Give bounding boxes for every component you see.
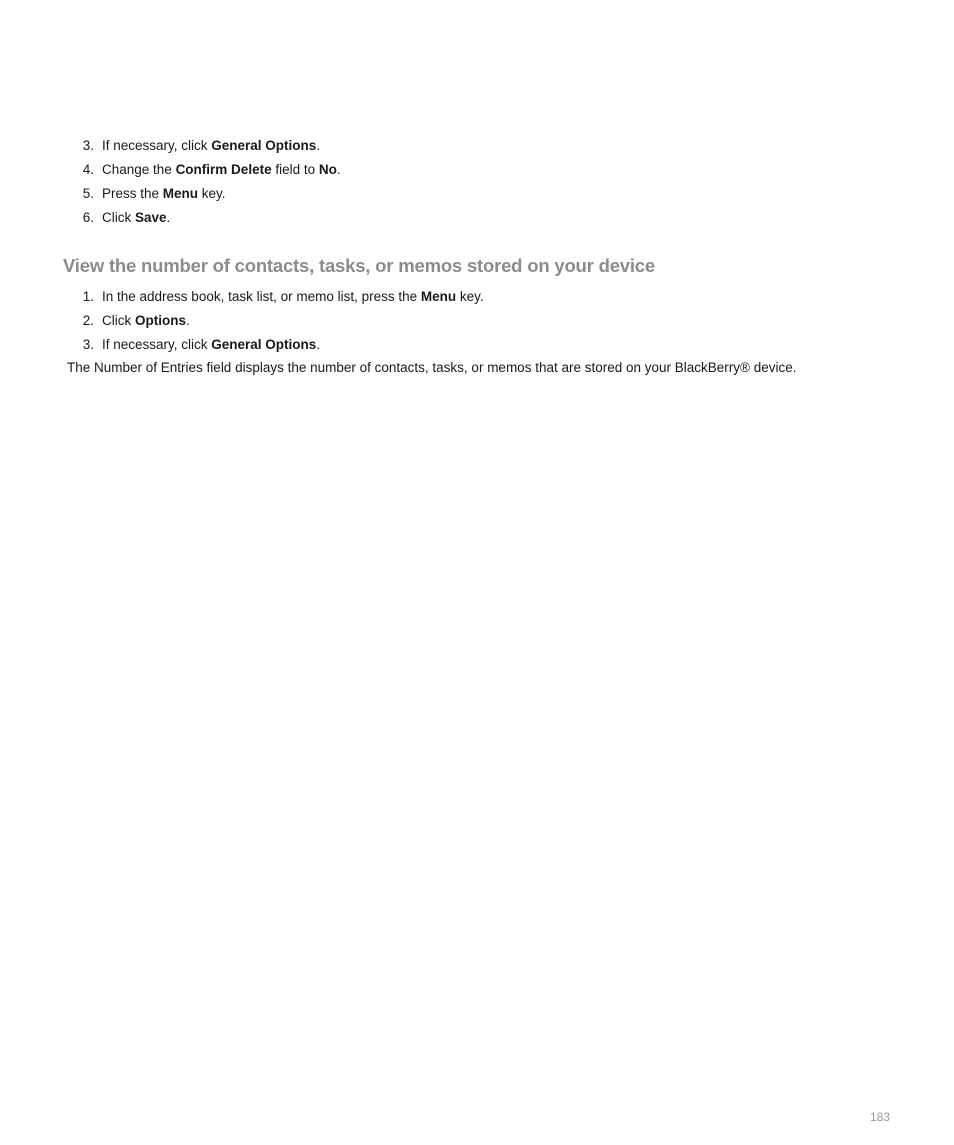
step-text-run: Click (102, 210, 135, 225)
step-text-run: In the address book, task list, or memo list, press the (102, 289, 421, 304)
step-text-run: key. (456, 289, 484, 304)
ui-term: Menu (420, 289, 457, 304)
step-item (62, 335, 484, 359)
step-number: 5. (82, 186, 94, 201)
step-number: 6. (82, 210, 94, 225)
step-item (62, 184, 341, 208)
result-text: The Number of Entries field displays the number of contacts, tasks, or memos that are stored on your BlackBerry® device. (67, 360, 797, 375)
ui-term: No (318, 162, 337, 177)
step-item (62, 136, 341, 160)
ui-term: Options (135, 313, 186, 328)
step-text-run: . (186, 313, 190, 328)
step-text (102, 311, 190, 331)
step-text-run: . (316, 138, 321, 153)
step-text-run: key. (198, 186, 226, 201)
step-number: 2. (82, 313, 94, 328)
step-text-run: . (316, 337, 321, 352)
step-number: 1. (82, 289, 94, 304)
step-text (102, 136, 320, 156)
step-number: 4. (82, 162, 94, 177)
step-text-run: If necessary, click (102, 138, 212, 153)
step-item (62, 311, 484, 335)
ui-term: Menu (162, 186, 199, 201)
step-text-run: field to (271, 162, 319, 177)
step-text (102, 184, 226, 204)
step-text (102, 208, 170, 228)
ui-term: Confirm Delete (175, 162, 272, 177)
ui-term: Save (135, 210, 167, 225)
ui-term: General Options (211, 337, 317, 352)
procedure-steps (62, 287, 484, 359)
step-text-run: . (166, 210, 171, 225)
step-text-run: If necessary, click (102, 337, 212, 352)
section-heading: View the number of contacts, tasks, or memos stored on your device (63, 255, 655, 276)
page-number: 183 (869, 1110, 890, 1124)
step-number: 3. (82, 337, 94, 352)
step-text-run: Press the (102, 186, 163, 201)
procedure-steps-continued (62, 136, 341, 232)
step-text (102, 287, 484, 307)
step-text (102, 160, 341, 180)
step-text-run: . (336, 162, 341, 177)
step-item (62, 208, 341, 232)
step-text (102, 335, 320, 355)
step-text-run: Click (102, 313, 135, 328)
step-item (62, 160, 341, 184)
step-number: 3. (82, 138, 94, 153)
step-item (62, 287, 484, 311)
ui-term: General Options (211, 138, 317, 153)
step-text-run: Change the (102, 162, 176, 177)
